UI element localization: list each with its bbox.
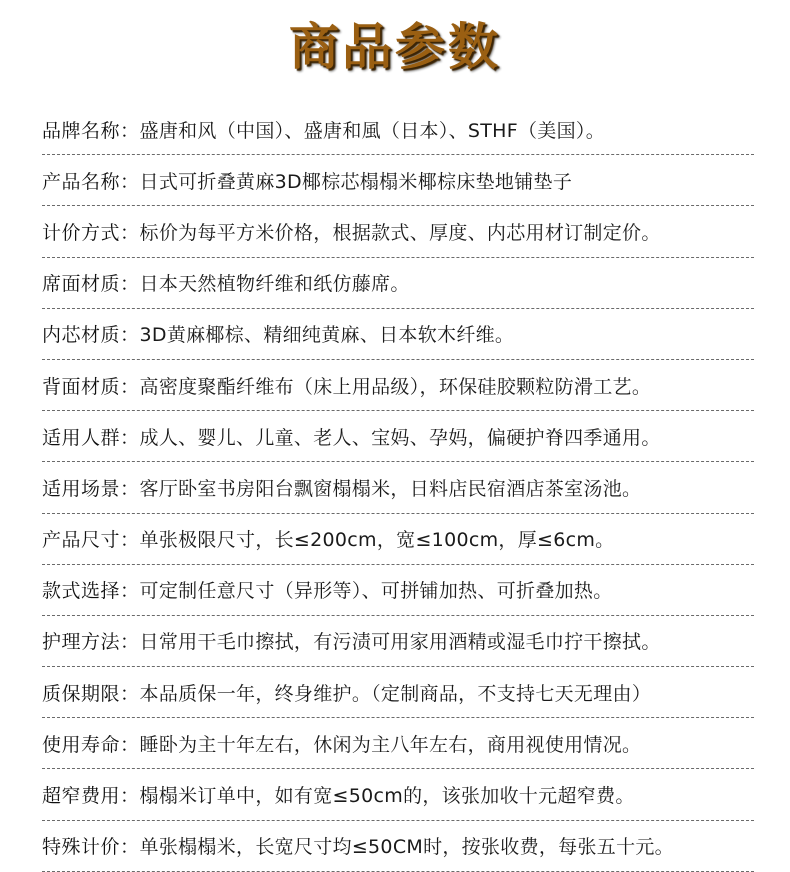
parameter-label: 背面材质： [42, 375, 140, 398]
parameter-label: 产品尺寸： [42, 529, 140, 552]
parameter-label: 使用寿命： [42, 733, 140, 756]
parameter-row-lifespan [42, 718, 754, 769]
parameter-label: 特殊计价： [42, 836, 140, 859]
parameter-label: 内芯材质： [42, 324, 140, 347]
parameter-row-back-material [42, 360, 754, 411]
parameter-row-narrow-fee [42, 769, 754, 820]
parameter-value: 客厅卧室书房阳台飘窗榻榻米，日料店民宿酒店茶室汤池。 [139, 477, 642, 500]
parameter-value: 单张极限尺寸，长≤200cm，宽≤100cm，厚≤6cm。 [139, 529, 615, 552]
parameter-value: 日常用干毛巾擦拭，有污渍可用家用酒精或湿毛巾拧干擦拭。 [139, 631, 661, 654]
parameter-row-brand [42, 104, 754, 155]
parameter-list [42, 104, 754, 872]
parameter-value: 日本天然植物纤维和纸仿藤席。 [139, 273, 410, 296]
parameter-label: 适用人群： [42, 426, 140, 449]
parameter-row-target-users [42, 411, 754, 462]
parameter-value: 3D黄麻椰棕、精细纯黄麻、日本软木纤维。 [139, 324, 515, 347]
parameter-value: 成人、婴儿、儿童、老人、宝妈、孕妈，偏硬护脊四季通用。 [139, 426, 661, 449]
page-title: 商品参数 [289, 17, 501, 76]
parameter-row-care-method [42, 616, 754, 667]
parameter-label: 品牌名称： [42, 119, 140, 142]
parameter-label: 适用场景： [42, 477, 140, 500]
parameter-value: 日式可折叠黄麻3D椰棕芯榻榻米椰棕床垫地铺垫子 [139, 170, 573, 193]
parameter-row-warranty [42, 667, 754, 718]
parameter-label: 质保期限： [42, 682, 140, 705]
parameter-label: 超窄费用： [42, 785, 140, 808]
parameter-row-pricing-method [42, 206, 754, 257]
parameter-row-product-size [42, 514, 754, 565]
parameter-row-special-pricing [42, 821, 754, 872]
parameter-value: 可定制任意尺寸（异形等）、可拼铺加热、可折叠加热。 [139, 580, 613, 603]
parameter-value: 本品质保一年，终身维护。（定制商品，不支持七天无理由） [139, 682, 652, 705]
parameter-row-surface-material [42, 258, 754, 309]
parameter-row-use-scenes [42, 462, 754, 513]
parameter-row-core-material [42, 309, 754, 360]
parameter-label: 款式选择： [42, 580, 140, 603]
parameter-value: 高密度聚酯纤维布（床上用品级），环保硅胶颗粒防滑工艺。 [139, 375, 652, 398]
parameter-label: 产品名称： [42, 170, 140, 193]
parameter-label: 护理方法： [42, 631, 140, 654]
parameter-value: 单张榻榻米，长宽尺寸均≤50CM时，按张收费，每张五十元。 [139, 836, 674, 859]
parameter-row-style-options [42, 565, 754, 616]
parameter-value: 榻榻米订单中，如有宽≤50cm的，该张加收十元超窄费。 [139, 785, 635, 808]
parameter-value: 标价为每平方米价格，根据款式、厚度、内芯用材订制定价。 [139, 221, 661, 244]
parameter-row-product-name [42, 155, 754, 206]
parameter-value: 盛唐和风（中国）、盛唐和風（日本）、STHF（美国）。 [139, 119, 605, 142]
parameter-label: 席面材质： [42, 273, 140, 296]
parameter-value: 睡卧为主十年左右，休闲为主八年左右，商用视使用情况。 [139, 733, 642, 756]
parameter-label: 计价方式： [42, 221, 140, 244]
